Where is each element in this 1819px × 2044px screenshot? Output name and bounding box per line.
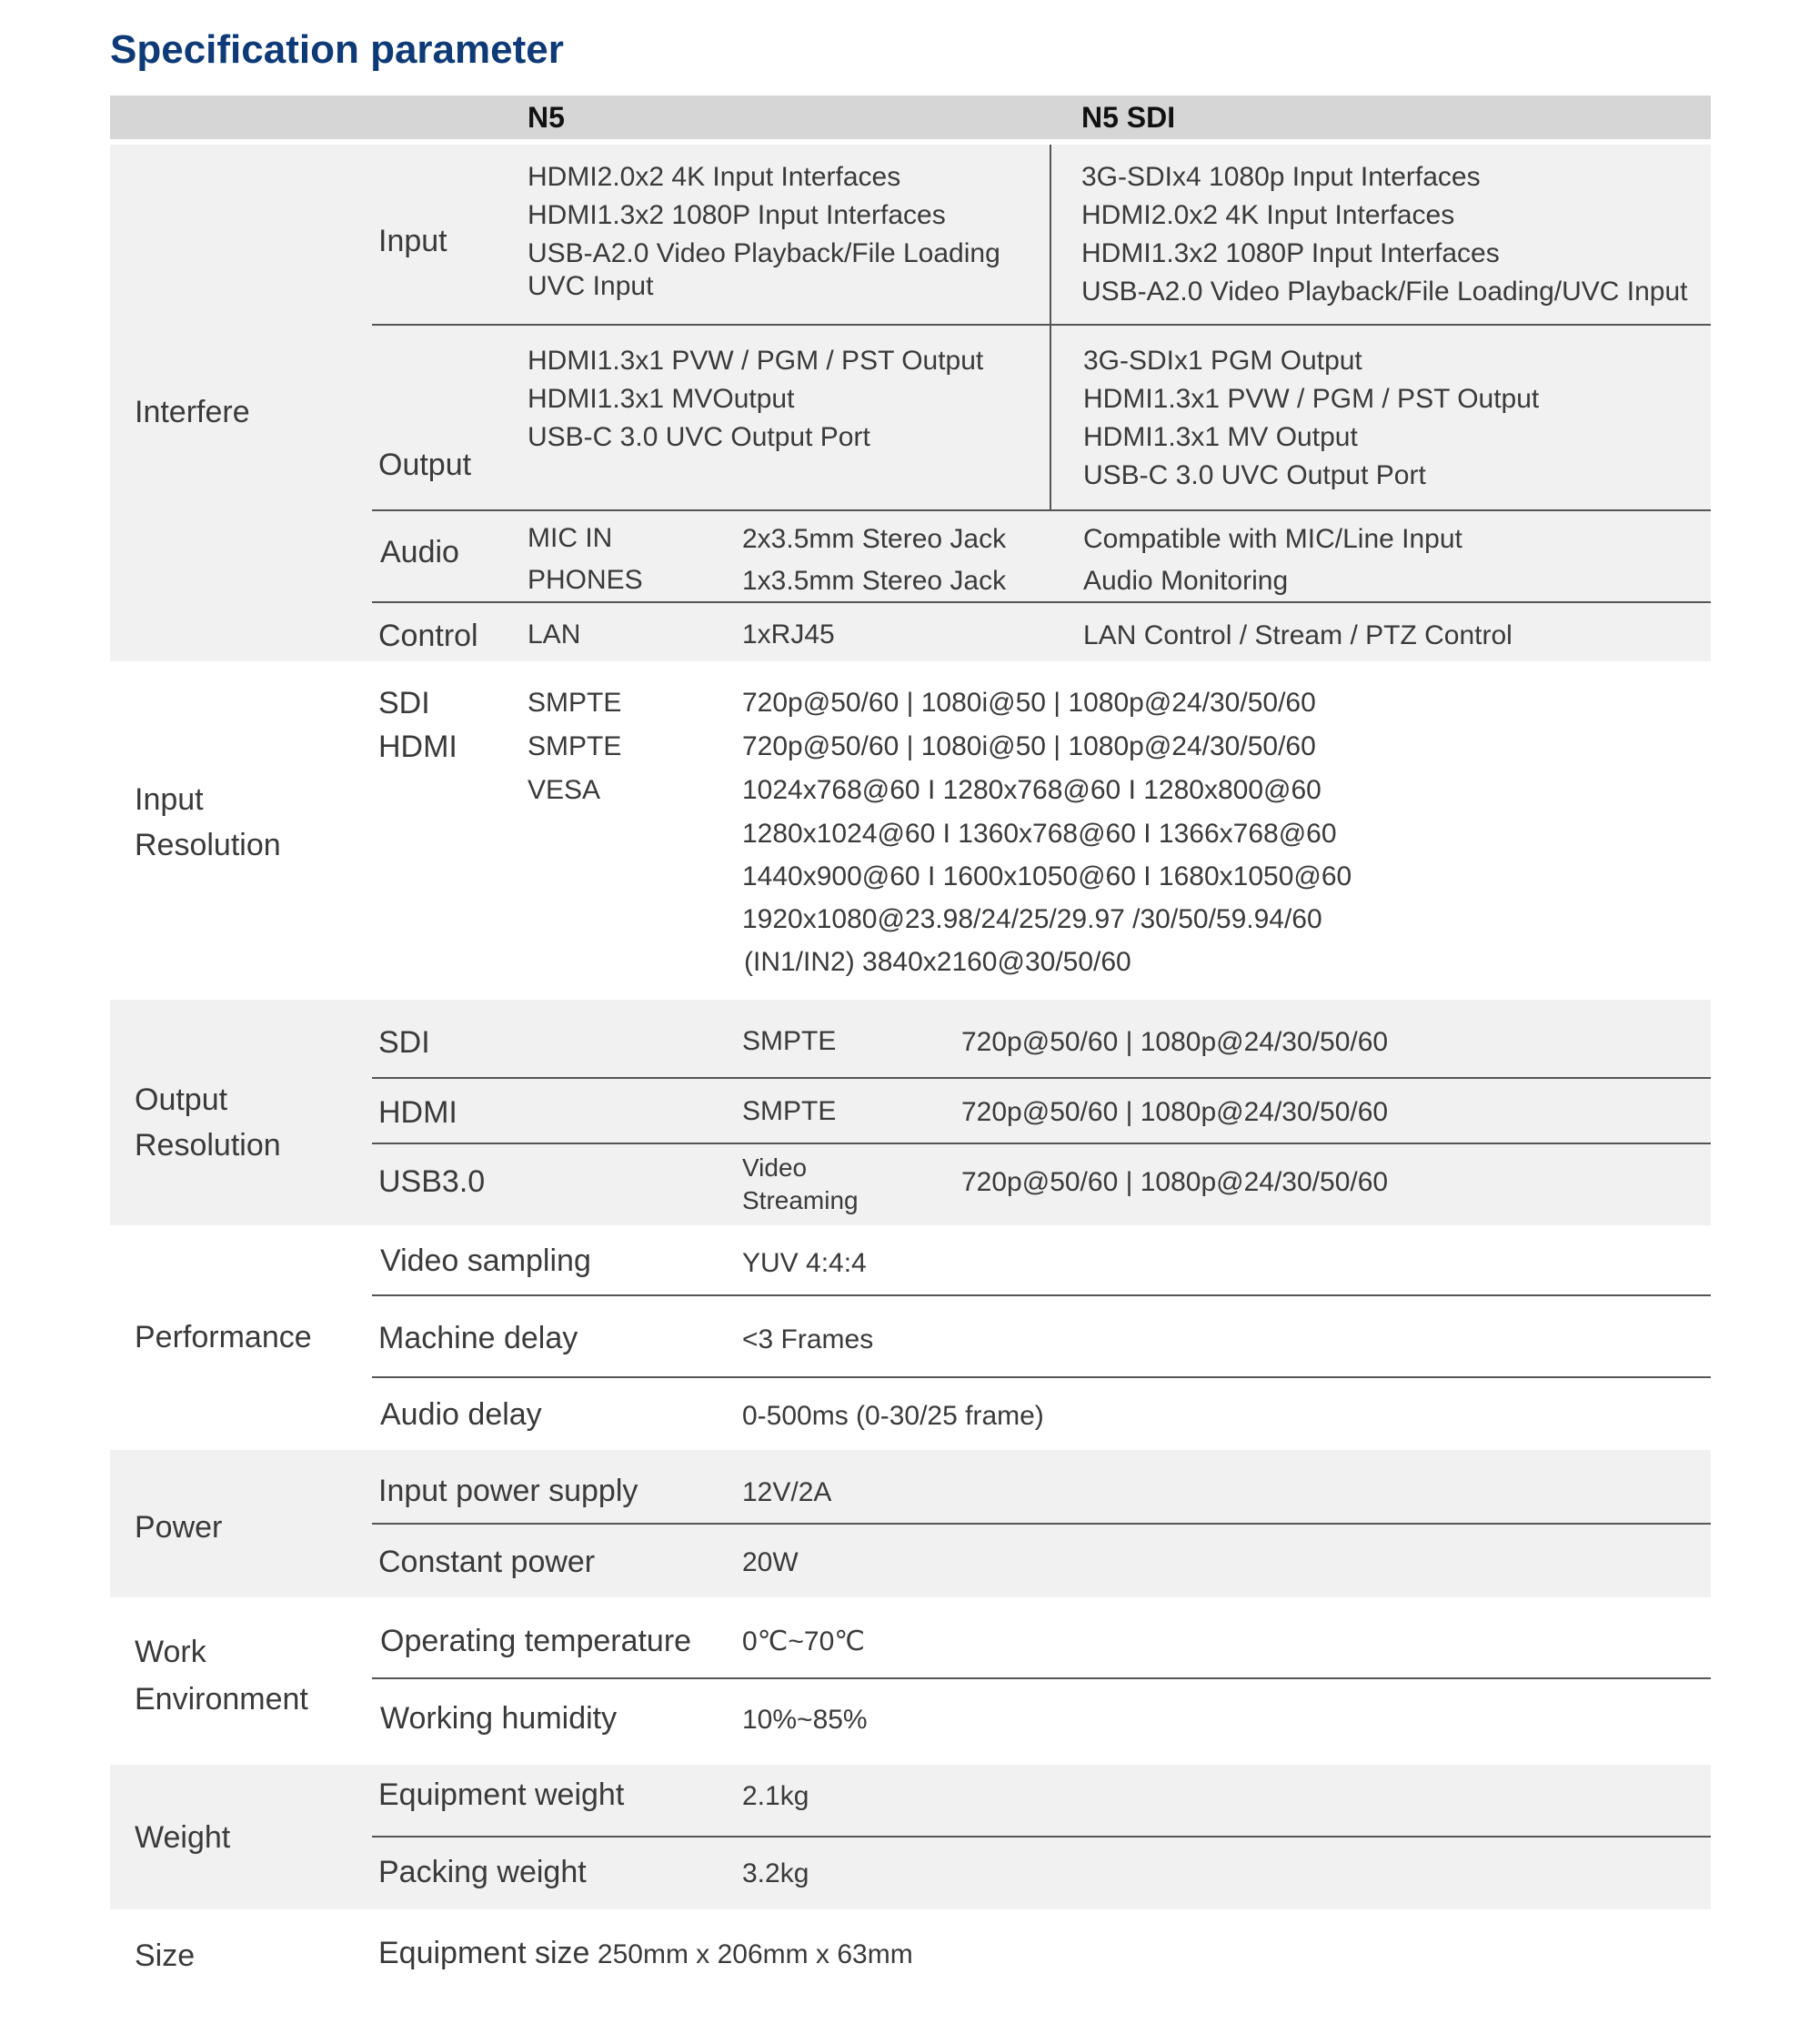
section-label-input-resolution-2: Resolution xyxy=(135,828,281,862)
spec-name: Operating temperature xyxy=(380,1624,692,1658)
audio-desc: Compatible with MIC/Line Input xyxy=(1083,524,1462,554)
row-label-audio: Audio xyxy=(380,535,459,569)
audio-spec: 2x3.5mm Stereo Jack xyxy=(742,524,1007,554)
spec-line: USB-C 3.0 UVC Output Port xyxy=(1083,460,1426,490)
spec-name: Constant power xyxy=(378,1545,596,1579)
spec-value: 20W xyxy=(742,1547,799,1577)
input-standard: SMPTE xyxy=(528,688,622,718)
row-divider xyxy=(372,1677,1711,1679)
row-divider xyxy=(372,1523,1711,1525)
control-port: LAN xyxy=(528,619,581,649)
output-standard: SMPTE xyxy=(742,1026,837,1056)
spec-line: HDMI2.0x2 4K Input Interfaces xyxy=(1081,200,1455,230)
output-standard: SMPTE xyxy=(742,1096,837,1126)
audio-desc: Audio Monitoring xyxy=(1083,566,1289,596)
section-label-power: Power xyxy=(135,1510,223,1545)
spec-line: USB-A2.0 Video Playback/File Loading/UVC Input xyxy=(1081,277,1688,307)
spec-name: Audio delay xyxy=(380,1397,542,1432)
spec-name: Video sampling xyxy=(380,1244,591,1278)
spec-name: Machine delay xyxy=(378,1321,578,1355)
spec-line: HDMI2.0x2 4K Input Interfaces xyxy=(528,162,901,192)
n5sdi-output-list xyxy=(1083,342,1539,495)
audio-spec: 1x3.5mm Stereo Jack xyxy=(742,566,1007,596)
spec-value: 3.2kg xyxy=(742,1858,809,1888)
row-label-output: Output xyxy=(378,448,472,482)
size-row xyxy=(378,1930,913,1976)
input-resolution-value: 720p@50/60 | 1080i@50 | 1080p@24/30/50/60 xyxy=(742,688,1316,718)
spec-line: HDMI1.3x1 PVW / PGM / PST Output xyxy=(1083,384,1540,414)
spec-line: UVC Input xyxy=(528,271,654,301)
spec-value: 10%~85% xyxy=(742,1705,868,1735)
input-type-hdmi: HDMI xyxy=(378,730,457,764)
output-resolution-value: 720p@50/60 | 1080p@24/30/50/60 xyxy=(961,1027,1389,1057)
input-standard: SMPTE xyxy=(528,731,622,761)
section-label-work-environment-2: Environment xyxy=(135,1682,308,1717)
spec-line: HDMI1.3x1 PVW / PGM / PST Output xyxy=(528,346,984,376)
output-standard-line2: Streaming xyxy=(742,1186,859,1214)
spec-line: 3G-SDIx4 1080p Input Interfaces xyxy=(1081,162,1481,192)
row-divider xyxy=(372,1294,1711,1296)
input-resolution-value: 1920x1080@23.98/24/25/29.97 /30/50/59.94/60 xyxy=(742,904,1322,934)
row-divider xyxy=(372,509,1711,511)
output-resolution-value: 720p@50/60 | 1080p@24/30/50/60 xyxy=(961,1167,1389,1197)
input-resolution-value: (IN1/IN2) 3840x2160@30/50/60 xyxy=(744,947,1131,977)
input-resolution-value: 1024x768@60 I 1280x768@60 I 1280x800@60 xyxy=(742,775,1322,805)
input-standard: VESA xyxy=(528,775,601,805)
spec-name: Equipment weight xyxy=(378,1777,625,1812)
audio-port: MIC IN xyxy=(528,523,613,553)
n5-input-list xyxy=(528,158,1000,300)
section-label-output-resolution-1: Output xyxy=(135,1082,228,1117)
row-label-input: Input xyxy=(378,224,447,258)
column-divider xyxy=(1050,145,1051,509)
control-spec: 1xRJ45 xyxy=(742,619,835,649)
input-resolution-value: 720p@50/60 | 1080i@50 | 1080p@24/30/50/60 xyxy=(742,731,1316,761)
row-divider xyxy=(372,1077,1711,1079)
spec-value: <3 Frames xyxy=(742,1324,874,1354)
section-label-interface: Interfere xyxy=(135,395,250,429)
section-label-size: Size xyxy=(135,1938,196,1973)
spec-line: HDMI1.3x2 1080P Input Interfaces xyxy=(1081,238,1500,268)
section-label-weight: Weight xyxy=(135,1820,231,1855)
row-divider xyxy=(372,1836,1711,1838)
spec-name: Equipment size xyxy=(378,1936,590,1970)
spec-line: HDMI1.3x2 1080P Input Interfaces xyxy=(528,200,946,230)
row-divider xyxy=(372,1376,1711,1378)
row-divider xyxy=(372,1143,1711,1144)
spec-name: Packing weight xyxy=(378,1855,587,1889)
section-label-work-environment-1: Work xyxy=(135,1635,206,1669)
section-label-output-resolution-2: Resolution xyxy=(135,1128,281,1163)
output-standard: Video xyxy=(742,1153,808,1182)
column-header-n5-sdi: N5 SDI xyxy=(1081,101,1176,134)
spec-line: USB-A2.0 Video Playback/File Loading xyxy=(528,238,1000,268)
row-label-control: Control xyxy=(378,619,478,653)
output-port: SDI xyxy=(378,1025,430,1060)
control-desc: LAN Control / Stream / PTZ Control xyxy=(1083,620,1512,650)
table-header xyxy=(110,96,1711,139)
section-label-performance: Performance xyxy=(135,1320,312,1354)
input-type-sdi: SDI xyxy=(378,686,430,720)
spec-value: 0-500ms (0-30/25 frame) xyxy=(742,1401,1044,1431)
section-output-resolution xyxy=(110,1000,1711,1225)
output-port: USB3.0 xyxy=(378,1164,486,1199)
row-divider xyxy=(372,324,1711,326)
row-divider xyxy=(372,601,1711,603)
spec-line: HDMI1.3x1 MVOutput xyxy=(528,384,795,414)
spec-value: 0℃~70℃ xyxy=(742,1626,865,1656)
spec-value: 12V/2A xyxy=(742,1477,832,1507)
spec-name: Working humidity xyxy=(380,1701,618,1736)
spec-line: 3G-SDIx1 PGM Output xyxy=(1083,346,1362,376)
audio-port: PHONES xyxy=(528,565,643,595)
n5-output-list xyxy=(528,342,983,457)
page-title: Specification parameter xyxy=(110,27,564,72)
spec-value: YUV 4:4:4 xyxy=(742,1248,867,1278)
output-resolution-value: 720p@50/60 | 1080p@24/30/50/60 xyxy=(961,1097,1389,1127)
input-resolution-value: 1280x1024@60 I 1360x768@60 I 1366x768@60 xyxy=(742,819,1337,849)
spec-name: Input power supply xyxy=(378,1474,638,1508)
n5sdi-input-list xyxy=(1081,158,1688,311)
spec-value: 250mm x 206mm x 63mm xyxy=(597,1939,913,1969)
input-resolution-value: 1440x900@60 I 1600x1050@60 I 1680x1050@60 xyxy=(742,861,1352,891)
column-header-n5: N5 xyxy=(528,101,565,134)
spec-line: HDMI1.3x1 MV Output xyxy=(1083,422,1358,452)
spec-value: 2.1kg xyxy=(742,1781,809,1811)
section-label-input-resolution-1: Input xyxy=(135,782,204,817)
spec-line: USB-C 3.0 UVC Output Port xyxy=(528,422,870,452)
output-port: HDMI xyxy=(378,1095,457,1130)
